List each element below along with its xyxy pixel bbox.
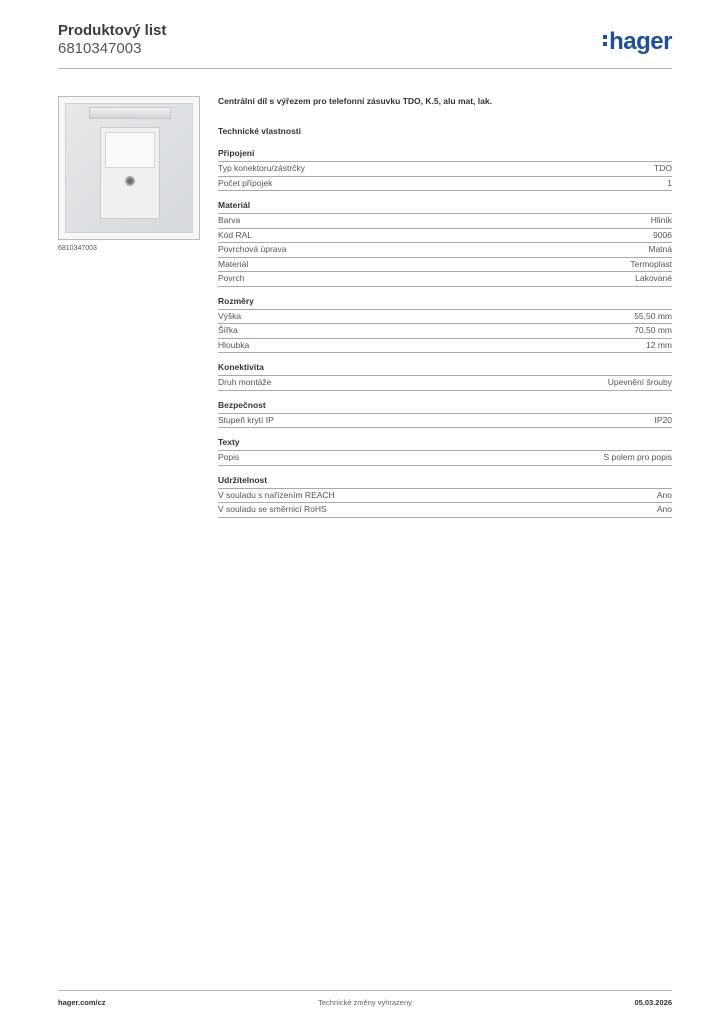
footer-date: 05.03.2026 — [634, 998, 672, 1007]
product-description: Centrální díl s výřezem pro telefonní zásuvku TDO, K.5, alu mat, lak. — [218, 96, 492, 106]
property-label: Stupeň krytí IP — [218, 414, 274, 425]
property-row — [218, 503, 672, 518]
property-value: 9006 — [653, 229, 672, 240]
page-header — [58, 22, 672, 70]
property-row — [218, 177, 672, 192]
property-row — [218, 489, 672, 504]
property-label: Materiál — [218, 258, 249, 269]
footer-divider — [58, 990, 672, 991]
screw-icon — [125, 176, 135, 186]
property-value: Matná — [648, 244, 672, 254]
page-footer — [58, 998, 672, 1010]
property-section — [218, 295, 672, 354]
footer-notice: Technické změny vyhrazeny — [318, 998, 412, 1007]
property-label: Barva — [218, 215, 241, 225]
property-row — [218, 376, 672, 391]
logo-text: hager — [609, 28, 672, 55]
socket-opening — [105, 132, 155, 168]
property-row — [218, 258, 672, 273]
property-section — [218, 474, 672, 518]
property-row — [218, 243, 672, 258]
property-row — [218, 339, 672, 354]
property-value: Ano — [656, 504, 672, 514]
section-title: Rozměry — [218, 295, 672, 310]
property-sections — [218, 147, 672, 518]
property-row — [218, 324, 672, 339]
property-value: 55,50 mm — [634, 310, 672, 321]
property-value: Ano — [656, 489, 672, 500]
property-label: Povrchová úprava — [218, 244, 287, 254]
property-row — [218, 162, 672, 177]
property-value: Hliník — [650, 215, 672, 225]
property-value: Termoplast — [630, 258, 672, 269]
property-section — [218, 147, 672, 191]
property-section — [218, 399, 672, 429]
product-number: 6810347003 — [58, 40, 142, 57]
property-value: Upevnění šrouby — [607, 377, 672, 387]
section-title: Připojení — [218, 147, 672, 162]
section-title: Materiál — [218, 199, 672, 214]
property-value: IP20 — [654, 414, 672, 425]
section-title: Udržitelnost — [218, 474, 672, 489]
label-field — [89, 107, 171, 119]
property-label: Šířka — [218, 325, 238, 335]
property-label: V souladu s nařízením REACH — [218, 489, 335, 500]
section-title: Bezpečnost — [218, 399, 672, 414]
property-value: 1 — [667, 177, 672, 188]
property-value: S polem pro popis — [603, 452, 672, 462]
property-value: 70,50 mm — [634, 325, 672, 335]
document-title: Produktový list — [58, 22, 167, 39]
section-title: Texty — [218, 436, 672, 451]
cover-plate-illustration — [65, 103, 193, 233]
product-image — [58, 96, 200, 240]
technical-properties-heading: Technické vlastnosti — [218, 126, 301, 136]
property-label: Kód RAL — [218, 229, 253, 240]
property-label: Popis — [218, 452, 240, 462]
section-title: Konektivita — [218, 361, 672, 376]
property-value: 12 mm — [646, 339, 672, 350]
socket-cutout — [100, 127, 160, 219]
footer-website-link[interactable]: hager.com/cz — [58, 998, 106, 1007]
header-divider — [58, 68, 672, 69]
property-row — [218, 229, 672, 244]
property-value: Lakované — [635, 273, 672, 283]
property-label: Počet přípojek — [218, 177, 273, 188]
property-value: TDO — [654, 163, 672, 173]
property-label: V souladu se směrnicí RoHS — [218, 504, 327, 514]
property-row — [218, 272, 672, 287]
logo-dots-icon — [603, 32, 607, 49]
property-label: Hloubka — [218, 339, 250, 350]
property-row — [218, 414, 672, 429]
property-row — [218, 214, 672, 229]
hager-logo — [603, 28, 672, 56]
property-row — [218, 451, 672, 466]
property-row — [218, 310, 672, 325]
image-caption: 6810347003 — [58, 245, 97, 252]
property-label: Typ konektoru/zástrčky — [218, 163, 305, 173]
property-section — [218, 436, 672, 466]
property-label: Povrch — [218, 273, 245, 283]
property-label: Výška — [218, 310, 242, 321]
property-section — [218, 361, 672, 391]
property-section — [218, 199, 672, 287]
property-label: Druh montáže — [218, 377, 272, 387]
product-details — [218, 95, 672, 526]
